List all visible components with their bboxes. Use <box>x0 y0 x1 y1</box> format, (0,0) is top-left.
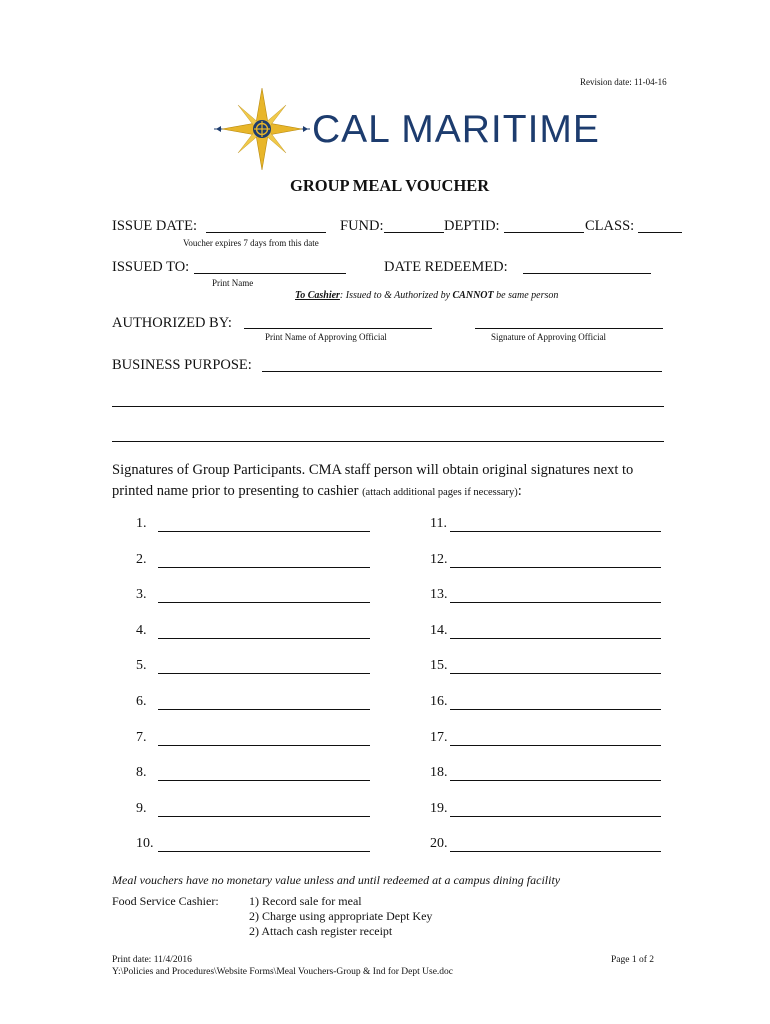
file-path: Y:\Policies and Procedures\Website Forms\Meal Vouchers-Group & Ind for Dept Use.doc <box>112 967 454 977</box>
cashier-step-3: 2) Attach cash register receipt <box>249 924 393 938</box>
participant-signature-field[interactable] <box>450 638 661 639</box>
participant-number: 17. <box>430 730 448 745</box>
participant-number: 6. <box>136 694 147 709</box>
participant-number: 9. <box>136 801 147 816</box>
class-field[interactable] <box>638 232 682 233</box>
business-purpose-field-1[interactable] <box>262 371 662 372</box>
participant-number: 2. <box>136 552 147 567</box>
participant-signature-field[interactable] <box>158 709 370 710</box>
date-redeemed-label: DATE REDEEMED: <box>384 259 508 275</box>
participant-signature-field[interactable] <box>158 673 370 674</box>
revision-date: Revision date: 11-04-16 <box>580 77 667 87</box>
participant-number: 20. <box>430 836 448 851</box>
logo-wordmark: CAL MARITIME <box>312 108 600 151</box>
participant-number: 12. <box>430 552 448 567</box>
participant-signature-field[interactable] <box>158 745 370 746</box>
participant-number: 18. <box>430 765 448 780</box>
participant-signature-field[interactable] <box>450 780 661 781</box>
participant-signature-field[interactable] <box>158 780 370 781</box>
cashier-step-2: 2) Charge using appropriate Dept Key <box>249 909 433 923</box>
participant-number: 19. <box>430 801 448 816</box>
authorized-by-label: AUTHORIZED BY: <box>112 315 232 331</box>
participant-signature-field[interactable] <box>450 602 661 603</box>
participant-number: 4. <box>136 623 147 638</box>
issued-to-label: ISSUED TO: <box>112 259 190 275</box>
participant-number: 13. <box>430 587 448 602</box>
business-purpose-label: BUSINESS PURPOSE: <box>112 357 252 373</box>
approver-name-field[interactable] <box>244 328 432 329</box>
participant-number: 14. <box>430 623 448 638</box>
participant-number: 3. <box>136 587 147 602</box>
participant-number: 11. <box>430 516 447 531</box>
signatures-intro-line2: printed name prior to presenting to cashier (attach additional pages if necessary): <box>112 483 522 499</box>
participant-number: 10. <box>136 836 154 851</box>
fund-label: FUND: <box>340 218 384 234</box>
participant-signature-field[interactable] <box>158 602 370 603</box>
participant-signature-field[interactable] <box>158 816 370 817</box>
participant-signature-field[interactable] <box>158 638 370 639</box>
expires-note: Voucher expires 7 days from this date <box>183 238 319 248</box>
participant-signature-field[interactable] <box>158 851 370 852</box>
participant-signature-field[interactable] <box>450 531 661 532</box>
participant-signature-field[interactable] <box>450 567 661 568</box>
issued-to-field[interactable] <box>194 273 346 274</box>
deptid-field[interactable] <box>504 232 584 233</box>
compass-star-logo-icon <box>212 86 312 172</box>
approver-print-note: Print Name of Approving Official <box>265 332 387 342</box>
deptid-label: DEPTID: <box>444 218 500 234</box>
cashier-step-1: 1) Record sale for meal <box>249 894 362 908</box>
participant-number: 1. <box>136 516 147 531</box>
participant-signature-field[interactable] <box>450 673 661 674</box>
participant-number: 7. <box>136 730 147 745</box>
food-service-label: Food Service Cashier: <box>112 894 219 908</box>
cashier-note: To Cashier: Issued to & Authorized by CANNOT be same person <box>295 290 559 301</box>
issue-date-field[interactable] <box>206 232 326 233</box>
issue-date-label: ISSUE DATE: <box>112 218 197 234</box>
participant-signature-field[interactable] <box>158 531 370 532</box>
participant-number: 15. <box>430 658 448 673</box>
participant-signature-field[interactable] <box>450 745 661 746</box>
fund-field[interactable] <box>384 232 444 233</box>
participant-signature-field[interactable] <box>450 851 661 852</box>
participant-number: 5. <box>136 658 147 673</box>
signatures-intro-line1: Signatures of Group Participants. CMA staff person will obtain original signatures next to <box>112 462 634 478</box>
class-label: CLASS: <box>585 218 635 234</box>
date-redeemed-field[interactable] <box>523 273 651 274</box>
participant-number: 16. <box>430 694 448 709</box>
participant-signature-field[interactable] <box>450 816 661 817</box>
participant-signature-field[interactable] <box>158 567 370 568</box>
participant-number: 8. <box>136 765 147 780</box>
monetary-note: Meal vouchers have no monetary value unless and until redeemed at a campus dining facility <box>112 873 561 887</box>
page-title: GROUP MEAL VOUCHER <box>290 176 490 195</box>
business-purpose-field-2[interactable] <box>112 406 664 407</box>
page-number: Page 1 of 2 <box>611 955 655 965</box>
print-date: Print date: 11/4/2016 <box>112 955 192 965</box>
approver-signature-note: Signature of Approving Official <box>491 332 607 342</box>
approver-signature-field[interactable] <box>475 328 663 329</box>
print-name-note: Print Name <box>212 278 254 288</box>
participant-signature-field[interactable] <box>450 709 661 710</box>
business-purpose-field-3[interactable] <box>112 441 664 442</box>
